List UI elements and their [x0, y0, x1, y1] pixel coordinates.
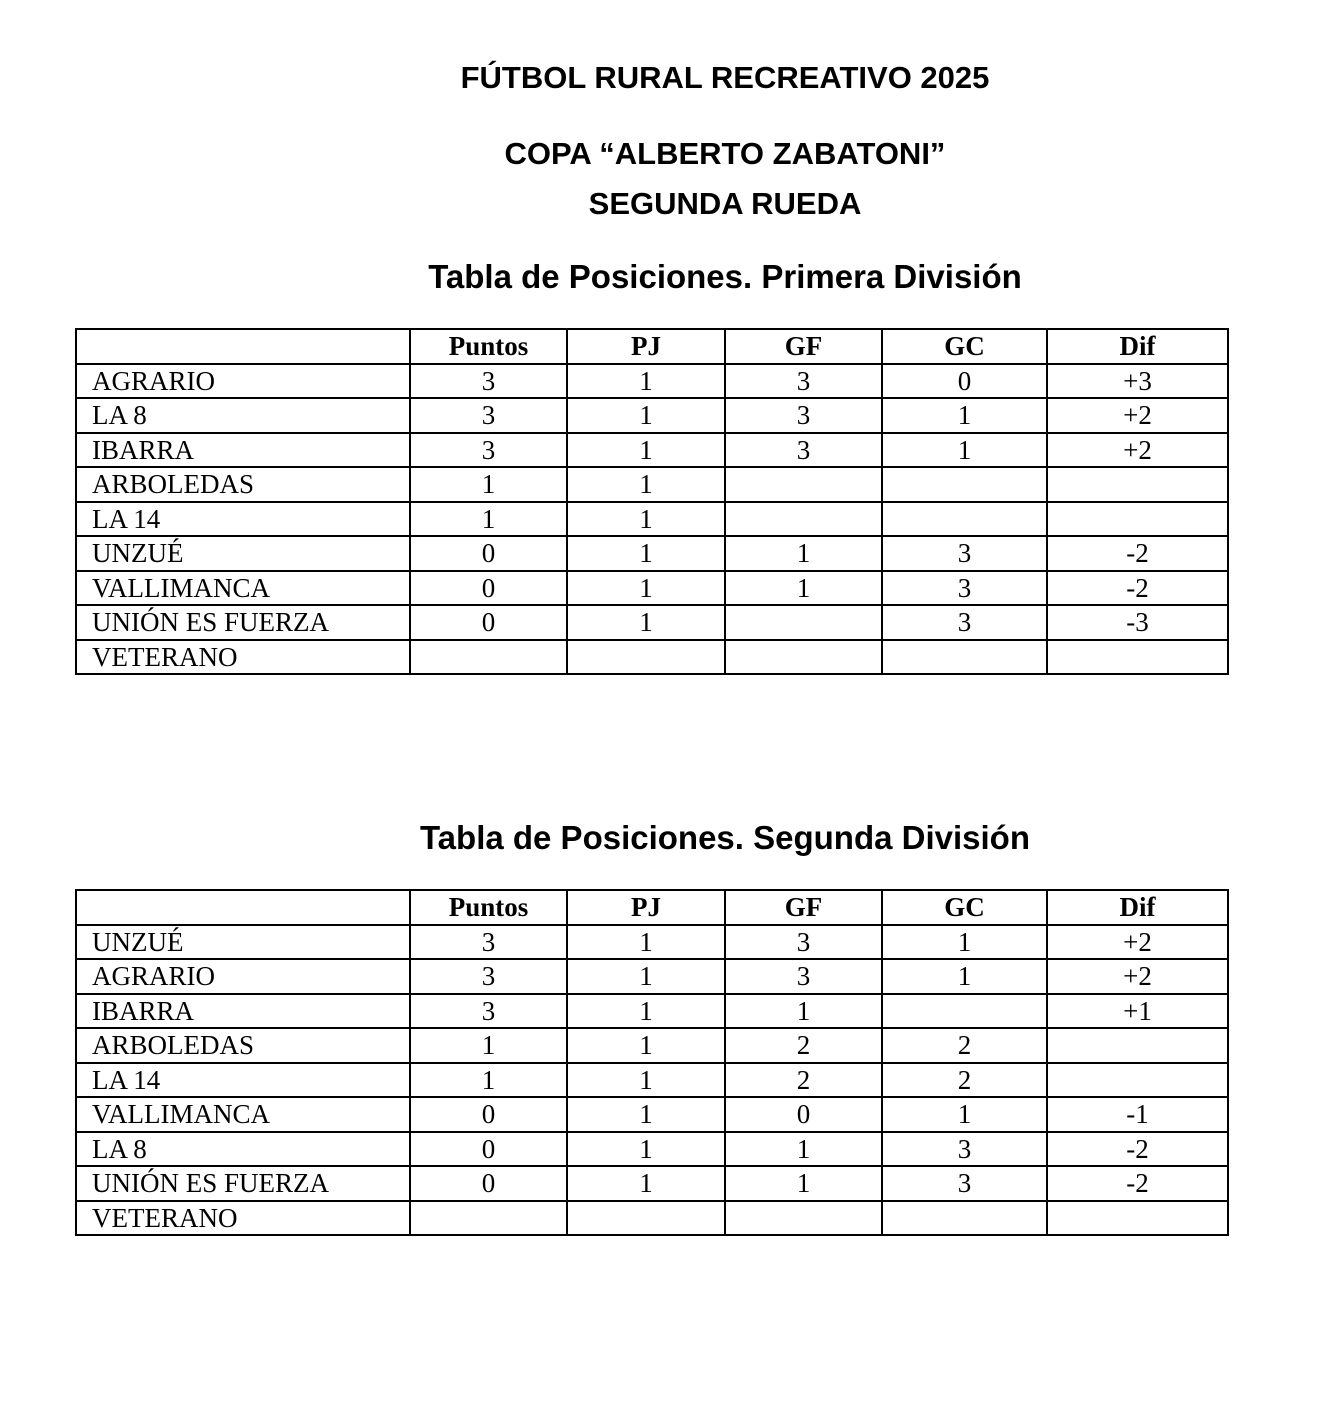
goals-against-cell — [882, 502, 1047, 537]
points-cell: 0 — [410, 571, 567, 606]
goals-for-cell: 3 — [725, 433, 882, 468]
team-column-header — [76, 329, 410, 364]
points-cell: 3 — [410, 925, 567, 960]
points-column-header: Puntos — [410, 890, 567, 925]
played-cell: 1 — [567, 925, 725, 960]
goals-for-column-header: GF — [725, 329, 882, 364]
goal-difference-cell: +2 — [1047, 925, 1228, 960]
goals-against-cell: 1 — [882, 433, 1047, 468]
table-header-row — [76, 890, 1228, 925]
second-division-table — [75, 889, 1229, 1236]
goals-against-cell — [882, 994, 1047, 1029]
table-row — [76, 433, 1228, 468]
team-cell: VALLIMANCA — [76, 1097, 410, 1132]
goals-for-cell: 2 — [725, 1028, 882, 1063]
points-column-header: Puntos — [410, 329, 567, 364]
points-cell: 1 — [410, 1028, 567, 1063]
goals-for-cell — [725, 1201, 882, 1236]
team-cell: IBARRA — [76, 433, 410, 468]
team-cell: UNZUÉ — [76, 925, 410, 960]
goal-difference-cell — [1047, 1063, 1228, 1098]
cup-title: COPA “ALBERTO ZABATONI” — [504, 136, 946, 171]
goals-against-cell — [882, 640, 1047, 675]
document-title: FÚTBOL RURAL RECREATIVO 2025 — [460, 60, 990, 95]
goals-against-cell: 1 — [882, 398, 1047, 433]
points-cell: 3 — [410, 398, 567, 433]
points-cell: 0 — [410, 1166, 567, 1201]
played-cell — [567, 640, 725, 675]
played-cell: 1 — [567, 1097, 725, 1132]
goals-for-cell: 3 — [725, 364, 882, 399]
goals-for-cell: 3 — [725, 959, 882, 994]
goals-against-cell: 2 — [882, 1028, 1047, 1063]
team-cell: LA 14 — [76, 1063, 410, 1098]
played-cell: 1 — [567, 959, 725, 994]
goal-difference-cell — [1047, 1028, 1228, 1063]
played-cell: 1 — [567, 994, 725, 1029]
played-cell: 1 — [567, 1063, 725, 1098]
goal-difference-cell: -3 — [1047, 605, 1228, 640]
goals-for-cell — [725, 640, 882, 675]
team-cell: VETERANO — [76, 640, 410, 675]
table-row — [76, 398, 1228, 433]
goals-for-cell: 3 — [725, 398, 882, 433]
table-row — [76, 502, 1228, 537]
table-row — [76, 536, 1228, 571]
played-cell: 1 — [567, 1132, 725, 1167]
goal-difference-cell — [1047, 640, 1228, 675]
table-row — [76, 1166, 1228, 1201]
played-cell: 1 — [567, 467, 725, 502]
table-row — [76, 1028, 1228, 1063]
table-row — [76, 571, 1228, 606]
goals-for-cell — [725, 605, 882, 640]
points-cell: 0 — [410, 1097, 567, 1132]
first-division-title: Tabla de Posiciones. Primera División — [428, 258, 1022, 295]
goals-against-cell — [882, 467, 1047, 502]
goals-against-cell: 1 — [882, 959, 1047, 994]
team-cell: LA 8 — [76, 1132, 410, 1167]
goals-against-column-header: GC — [882, 329, 1047, 364]
table-row — [76, 1132, 1228, 1167]
table-row — [76, 959, 1228, 994]
points-cell: 0 — [410, 1132, 567, 1167]
goals-for-column-header: GF — [725, 890, 882, 925]
goals-against-cell: 1 — [882, 925, 1047, 960]
goals-for-cell: 1 — [725, 571, 882, 606]
goals-against-cell: 3 — [882, 536, 1047, 571]
points-cell — [410, 640, 567, 675]
team-cell: UNZUÉ — [76, 536, 410, 571]
points-cell: 0 — [410, 605, 567, 640]
goals-for-cell: 1 — [725, 536, 882, 571]
table-row — [76, 1201, 1228, 1236]
team-cell: VALLIMANCA — [76, 571, 410, 606]
team-cell: ARBOLEDAS — [76, 1028, 410, 1063]
played-cell: 1 — [567, 398, 725, 433]
points-cell: 1 — [410, 467, 567, 502]
round-title: SEGUNDA RUEDA — [588, 186, 862, 221]
goal-difference-cell: -1 — [1047, 1097, 1228, 1132]
team-cell: ARBOLEDAS — [76, 467, 410, 502]
goals-for-cell — [725, 502, 882, 537]
points-cell: 1 — [410, 502, 567, 537]
points-cell: 3 — [410, 959, 567, 994]
points-cell: 1 — [410, 1063, 567, 1098]
goals-for-cell: 0 — [725, 1097, 882, 1132]
table-row — [76, 925, 1228, 960]
second-division-title: Tabla de Posiciones. Segunda División — [419, 819, 1031, 856]
first-division-table — [75, 328, 1229, 675]
played-cell: 1 — [567, 433, 725, 468]
goals-against-cell: 3 — [882, 605, 1047, 640]
team-cell: LA 14 — [76, 502, 410, 537]
goals-against-cell: 3 — [882, 1166, 1047, 1201]
goal-difference-cell: +2 — [1047, 433, 1228, 468]
goal-difference-cell: +2 — [1047, 959, 1228, 994]
played-column-header: PJ — [567, 329, 725, 364]
played-cell: 1 — [567, 571, 725, 606]
goals-for-cell: 3 — [725, 925, 882, 960]
played-cell — [567, 1201, 725, 1236]
goals-for-cell — [725, 467, 882, 502]
team-cell: LA 8 — [76, 398, 410, 433]
goals-for-cell: 1 — [725, 1166, 882, 1201]
table-row — [76, 605, 1228, 640]
table-header-row — [76, 329, 1228, 364]
team-cell: UNIÓN ES FUERZA — [76, 1166, 410, 1201]
team-column-header — [76, 890, 410, 925]
played-cell: 1 — [567, 1028, 725, 1063]
table-row — [76, 640, 1228, 675]
goal-difference-column-header: Dif — [1047, 329, 1228, 364]
points-cell: 0 — [410, 536, 567, 571]
team-cell: IBARRA — [76, 994, 410, 1029]
goals-against-cell: 0 — [882, 364, 1047, 399]
goals-against-column-header: GC — [882, 890, 1047, 925]
goal-difference-cell — [1047, 502, 1228, 537]
played-cell: 1 — [567, 1166, 725, 1201]
played-cell: 1 — [567, 605, 725, 640]
table-row — [76, 1097, 1228, 1132]
goals-for-cell: 1 — [725, 1132, 882, 1167]
team-cell: UNIÓN ES FUERZA — [76, 605, 410, 640]
table-row — [76, 467, 1228, 502]
goal-difference-cell: +1 — [1047, 994, 1228, 1029]
goal-difference-cell: -2 — [1047, 536, 1228, 571]
goal-difference-cell — [1047, 1201, 1228, 1236]
goal-difference-cell — [1047, 467, 1228, 502]
played-cell: 1 — [567, 364, 725, 399]
goal-difference-cell: +3 — [1047, 364, 1228, 399]
goals-against-cell: 3 — [882, 1132, 1047, 1167]
goal-difference-cell: -2 — [1047, 571, 1228, 606]
goal-difference-cell: -2 — [1047, 1166, 1228, 1201]
goals-against-cell: 3 — [882, 571, 1047, 606]
goal-difference-cell: -2 — [1047, 1132, 1228, 1167]
team-cell: AGRARIO — [76, 959, 410, 994]
goal-difference-column-header: Dif — [1047, 890, 1228, 925]
points-cell — [410, 1201, 567, 1236]
goals-against-cell: 2 — [882, 1063, 1047, 1098]
goal-difference-cell: +2 — [1047, 398, 1228, 433]
table-row — [76, 364, 1228, 399]
played-cell: 1 — [567, 502, 725, 537]
team-cell: AGRARIO — [76, 364, 410, 399]
goals-for-cell: 1 — [725, 994, 882, 1029]
table-row — [76, 994, 1228, 1029]
played-column-header: PJ — [567, 890, 725, 925]
goals-against-cell: 1 — [882, 1097, 1047, 1132]
points-cell: 3 — [410, 433, 567, 468]
team-cell: VETERANO — [76, 1201, 410, 1236]
points-cell: 3 — [410, 994, 567, 1029]
played-cell: 1 — [567, 536, 725, 571]
goals-against-cell — [882, 1201, 1047, 1236]
goals-for-cell: 2 — [725, 1063, 882, 1098]
table-row — [76, 1063, 1228, 1098]
points-cell: 3 — [410, 364, 567, 399]
